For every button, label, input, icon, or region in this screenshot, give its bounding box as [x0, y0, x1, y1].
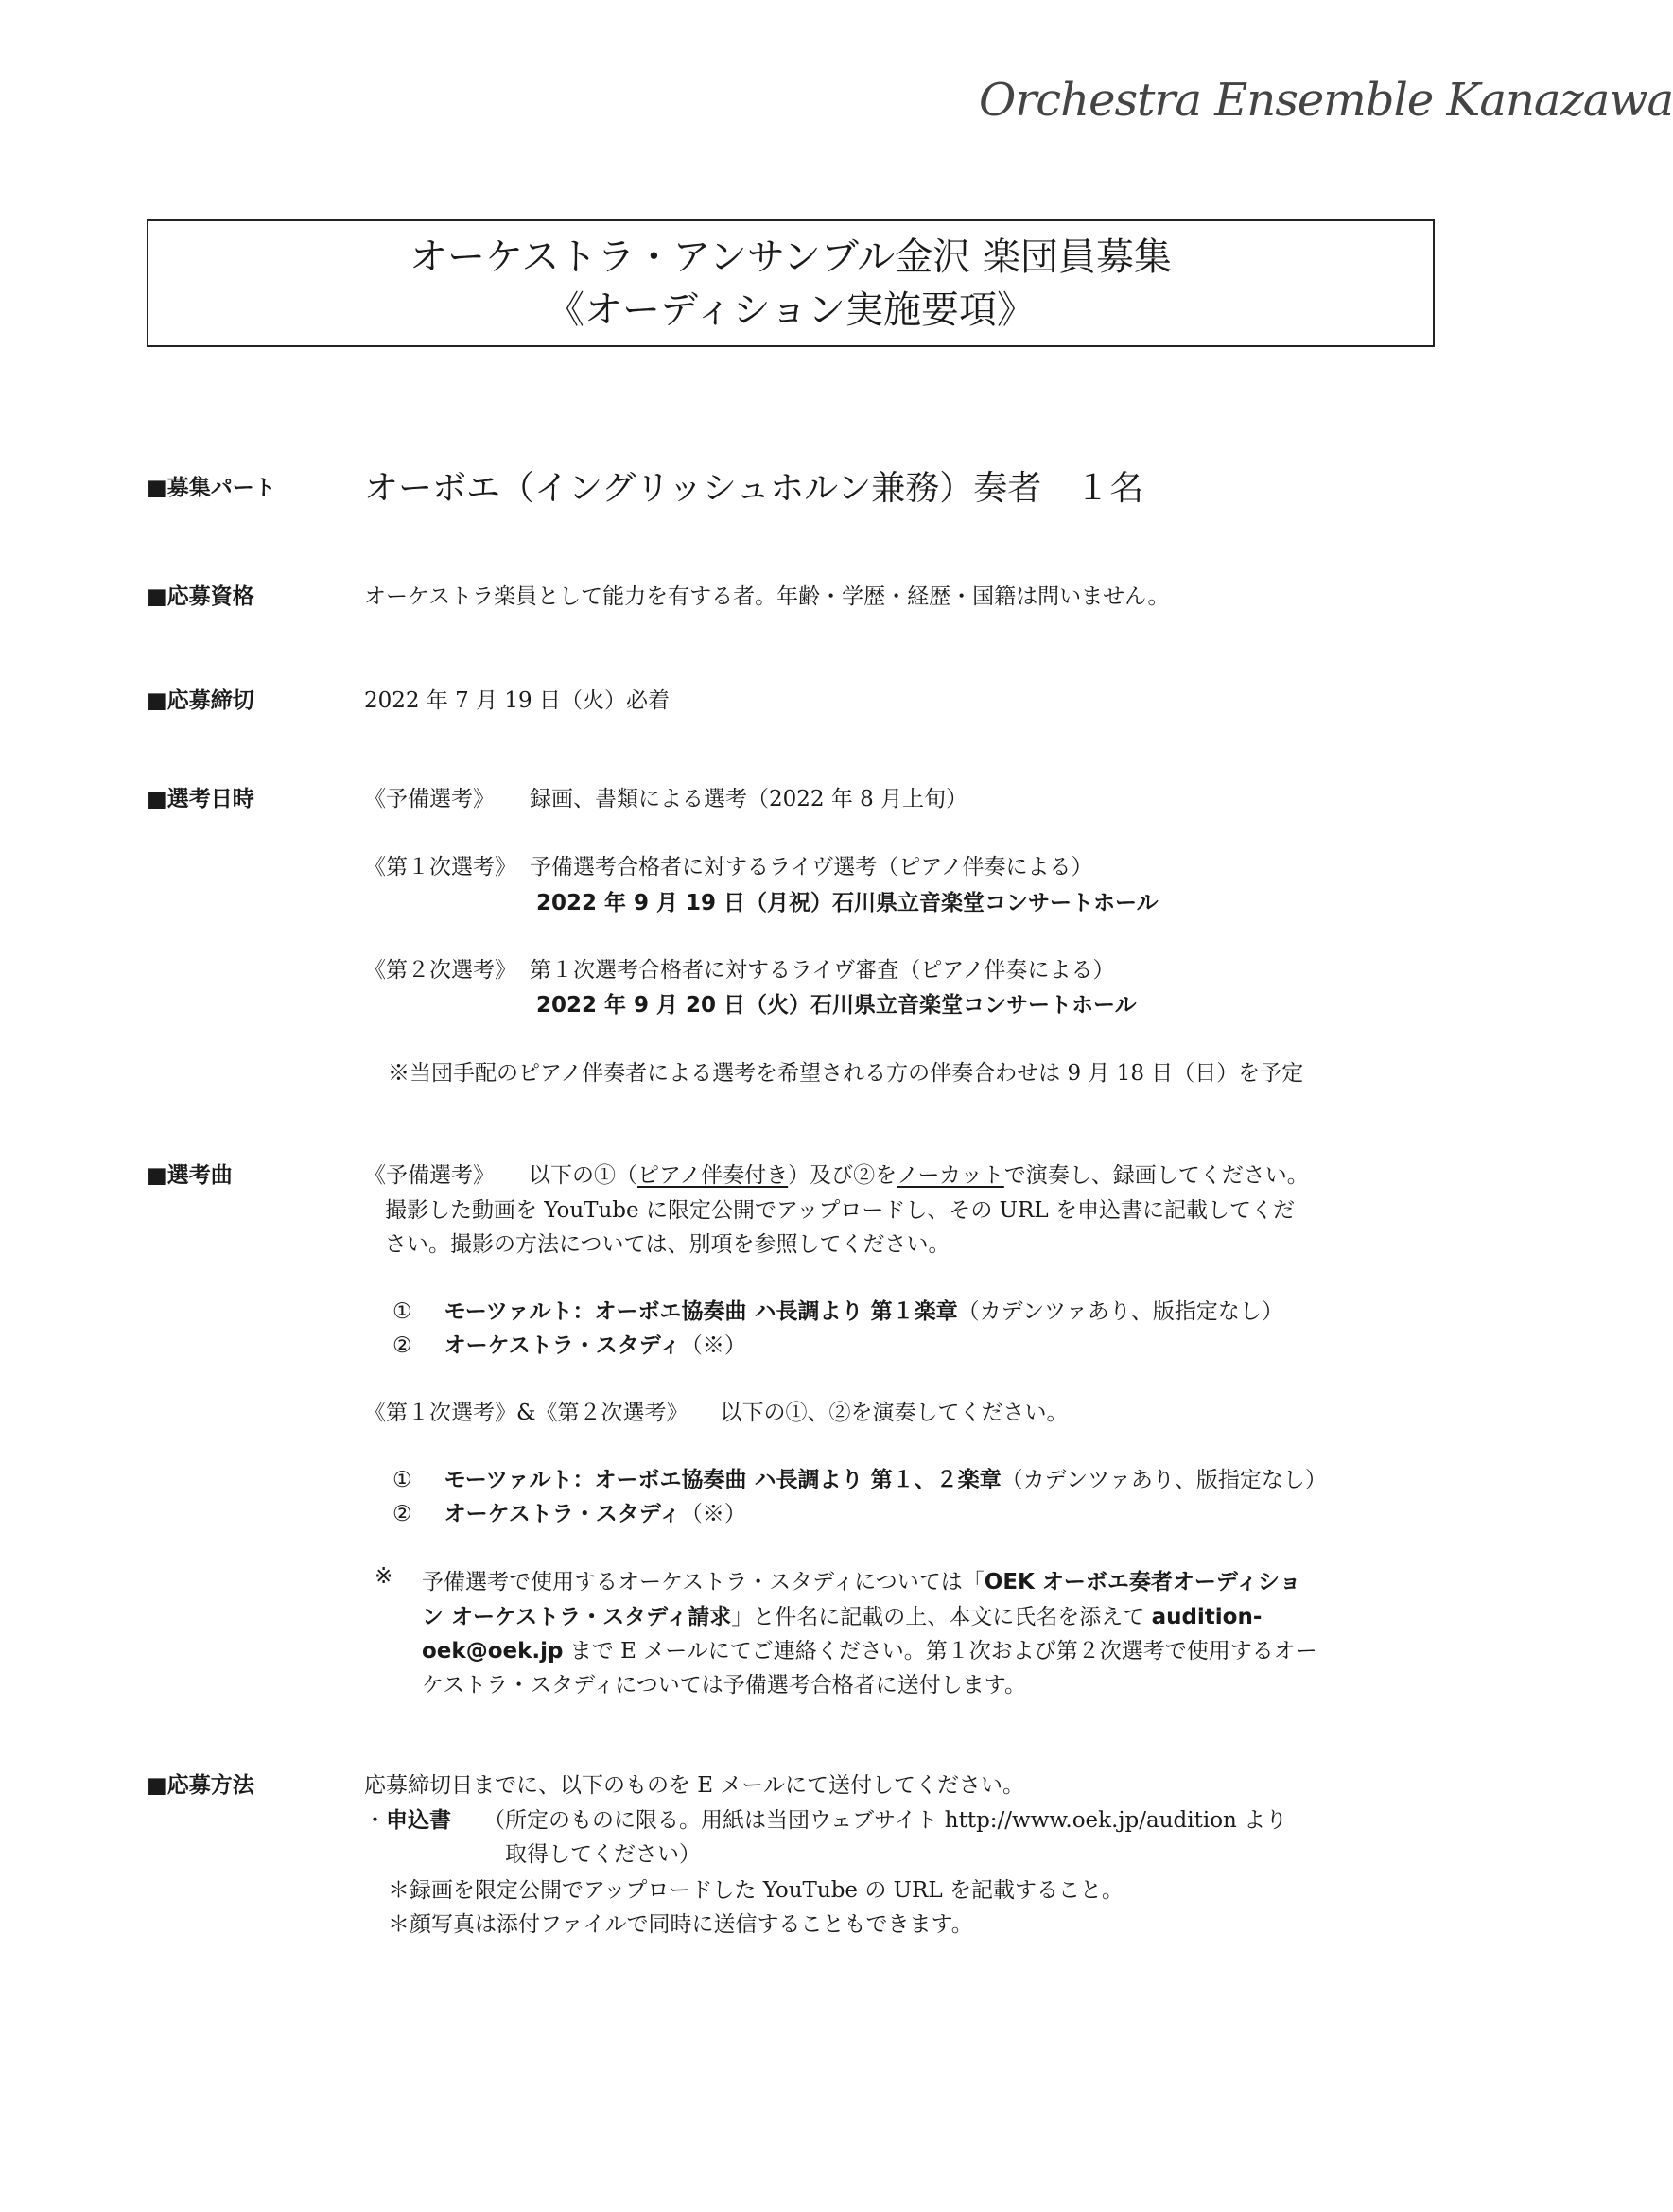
pieces-note-line1: [422, 1564, 1301, 1595]
method-form-line2: 取得してください）: [505, 1842, 701, 1867]
item-number: ①: [392, 1468, 412, 1492]
pieces-live-item1: [392, 1462, 1327, 1493]
pieces-prelim-item1: [392, 1294, 1283, 1325]
pieces-live-item2: [392, 1496, 746, 1527]
item-number: ①: [392, 1299, 412, 1324]
note-subject: ン オーケストラ・スタディ請求: [422, 1605, 732, 1629]
schedule-prelim-text: 録画、書類による選考（2022 年 8 月上旬）: [530, 787, 968, 811]
method-note2: ＊顔写真は添付ファイルで同時に送信することもできます。: [388, 1912, 973, 1937]
deadline-value: 2022 年 7 月 19 日（火）必着: [364, 688, 670, 713]
pieces-label: ■選考曲: [147, 1163, 233, 1188]
pieces-prelim-intro-c: で演奏し、録画してください。: [1003, 1163, 1309, 1188]
note-subject: OEK オーボエ奏者オーディショ: [984, 1570, 1301, 1594]
pieces-note-mark: ※: [375, 1564, 393, 1589]
item-note: （カデンツァあり、版指定なし）: [1001, 1468, 1327, 1492]
method-form-line1: [364, 1803, 1287, 1834]
note-text: まで E メールにてご連絡ください。第１次および第２次選考で使用するオー: [563, 1639, 1317, 1663]
pieces-prelim-item2: [392, 1328, 746, 1359]
item-note: （※）: [680, 1502, 746, 1526]
schedule-round1-tag: 《第１次選考》: [364, 855, 516, 880]
pieces-note-line3: [422, 1633, 1317, 1664]
qualification-label: ■応募資格: [147, 584, 254, 609]
schedule-round2-text: 第１次選考合格者に対するライヴ審査（ピアノ伴奏による）: [530, 958, 1115, 983]
schedule-round2-tag: 《第２次選考》: [364, 958, 516, 983]
item-number: ②: [392, 1502, 412, 1526]
deadline-label: ■応募締切: [147, 688, 254, 713]
note-email: oek@oek.jp: [422, 1639, 564, 1663]
method-label: ■応募方法: [147, 1773, 254, 1798]
pieces-live-tag: 《第１次選考》&《第２次選考》: [364, 1401, 688, 1425]
title-box: [147, 219, 1435, 347]
pieces-live-intro: 以下の①、②を演奏してください。: [720, 1401, 1069, 1425]
schedule-prelim-tag: 《予備選考》: [364, 787, 495, 811]
pieces-note-line2: [422, 1599, 1262, 1630]
item-title: モーツァルト：オーボエ協奏曲 ハ長調より 第１楽章: [444, 1299, 958, 1324]
page-subtitle: 《オーディション実施要項》: [547, 288, 1035, 332]
pieces-prelim-tag: 《予備選考》: [364, 1163, 495, 1188]
note-email: audition-: [1151, 1605, 1263, 1629]
schedule-round1-date: 2022 年 9 月 19 日（月祝）石川県立音楽堂コンサートホール: [536, 891, 1159, 915]
schedule-label: ■選考日時: [147, 787, 254, 811]
method-intro: 応募締切日までに、以下のものを E メールにて送付してください。: [364, 1773, 1024, 1798]
pieces-prelim-intro: 以下の①（: [529, 1163, 637, 1188]
part-value: オーボエ（イングリッシュホルン兼務）奏者 １名: [364, 469, 1144, 508]
pieces-live-line: [364, 1395, 1068, 1426]
note-text: 」と件名に記載の上、本文に氏名を添えて: [731, 1605, 1152, 1629]
orchestra-logo: Orchestra Ensemble Kanazawa: [979, 74, 1673, 127]
item-number: ②: [392, 1333, 412, 1358]
schedule-round2-date: 2022 年 9 月 20 日（火）石川県立音楽堂コンサートホール: [536, 993, 1137, 1018]
qualification-value: オーケストラ楽員として能力を有する者。年齢・学歴・経歴・国籍は問いません。: [364, 584, 1170, 609]
item-note: （※）: [680, 1333, 746, 1358]
pieces-prelim-line1: [364, 1158, 1309, 1189]
method-note1: ＊録画を限定公開でアップロードした YouTube の URL を記載すること。: [388, 1878, 1124, 1903]
schedule-round1-text: 予備選考合格者に対するライヴ選考（ピアノ伴奏による）: [530, 855, 1093, 880]
item-title: オーケストラ・スタディ: [444, 1333, 681, 1358]
item-title: オーケストラ・スタディ: [444, 1502, 681, 1526]
note-text: 予備選考で使用するオーケストラ・スタディについては「: [422, 1570, 985, 1594]
pieces-prelim-intro-b: ）及び②を: [788, 1163, 897, 1188]
item-note: （カデンツァあり、版指定なし）: [957, 1299, 1283, 1324]
pieces-note-line4: ケストラ・スタディについては予備選考合格者に送付します。: [422, 1673, 1026, 1698]
form-label: 申込書: [386, 1808, 451, 1833]
pieces-prelim-line3: さい。撮影の方法については、別項を参照してください。: [385, 1232, 950, 1257]
pieces-prelim-line2: 撮影した動画を YouTube に限定公開でアップロードし、その URL を申込書に記載してくだ: [385, 1198, 1295, 1223]
item-title: モーツァルト：オーボエ協奏曲 ハ長調より 第１、２楽章: [444, 1468, 1002, 1492]
bullet: ・: [364, 1808, 386, 1833]
form-text: （所定のものに限る。用紙は当団ウェブサイト http://www.oek.jp/audition より: [483, 1808, 1288, 1833]
part-label: ■募集パート: [147, 476, 276, 500]
schedule-note: ※当団手配のピアノ伴奏者による選考を希望される方の伴奏合わせは 9 月 18 日（日）を予定: [388, 1061, 1304, 1086]
piano-accompaniment-note: ピアノ伴奏付き: [637, 1163, 789, 1188]
no-cut-note: ノーカット: [897, 1163, 1004, 1188]
page-title: オーケストラ・アンサンブル金沢 楽団員募集: [410, 235, 1172, 279]
